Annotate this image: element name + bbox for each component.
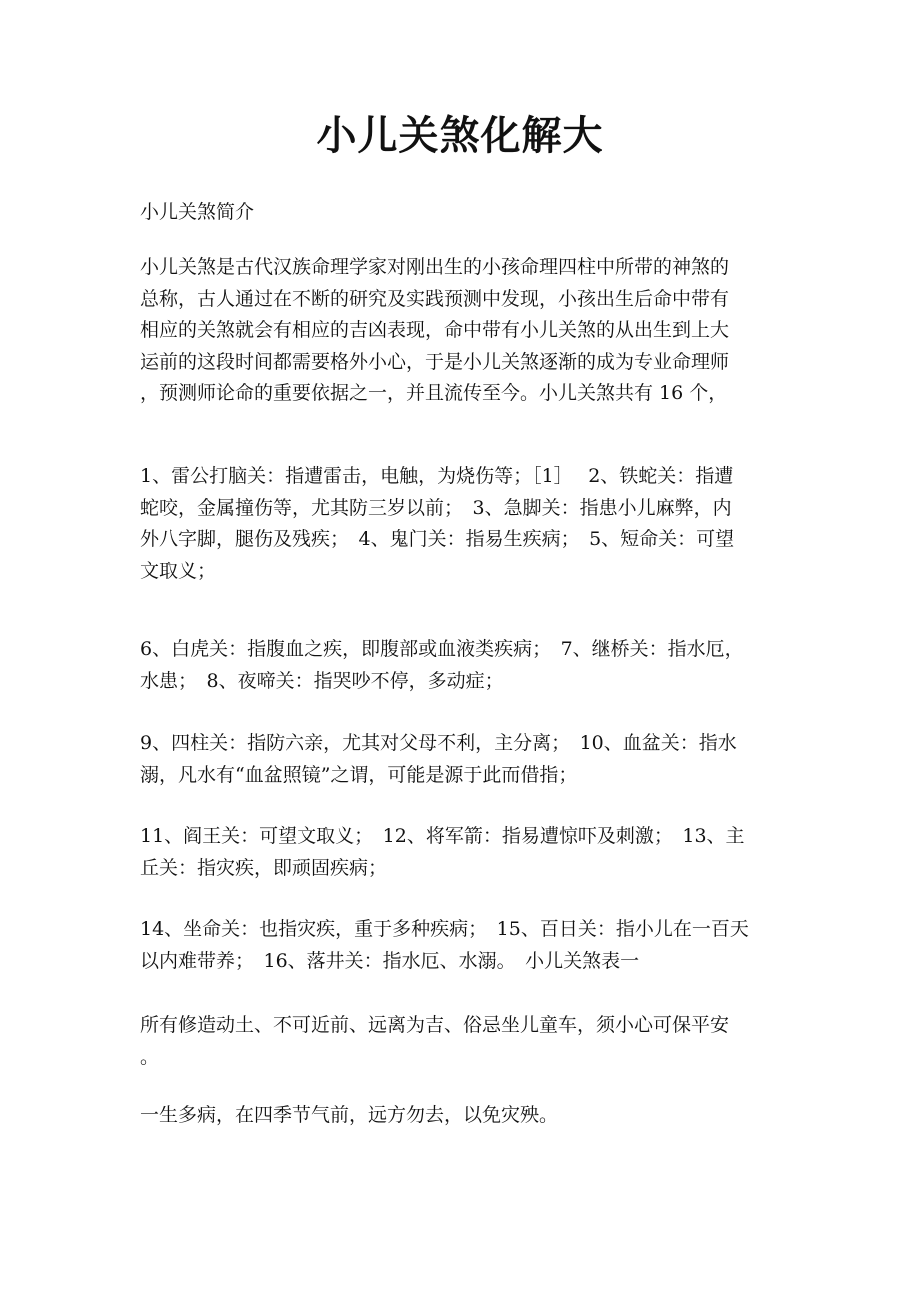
text-line: 相应的关煞就会有相应的吉凶表现，命中带有小儿关煞的从出生到上大 [140,319,730,341]
paragraph-table-note-1 [140,1010,784,1073]
paragraph-table-note-2 [140,1100,784,1132]
section-heading [140,197,784,229]
paragraph-gates-1-5 [140,461,784,587]
text-line: 运前的这段时间都需要格外小心，于是小儿关煞逐渐的成为专业命理师 [140,350,730,373]
text-line: 总称，古人通过在不断的研究及实践预测中发现，小孩出生后命中带有 [140,287,730,310]
text-line: 14、坐命关：也指灾疾，重于多种疾病； 15、百日关：指小儿在一百天 [140,918,749,940]
text-line: 小儿关煞是古代汉族命理学家对刚出生的小孩命理四柱中所带的神煞的 [140,256,730,278]
text-line: 丘关：指灾疾，即顽固疾病； [140,856,388,879]
paragraph-gates-6-8 [140,634,784,697]
paragraph-gates-9-10 [140,728,784,791]
section-heading-text: 小儿关煞简介 [140,201,255,223]
text-line: 一生多病，在四季节气前，远方勿去，以免灾殃。 [140,1104,559,1126]
text-line: 外八字脚，腿伤及残疾； 4、鬼门关：指易生疾病； 5、短命关：可望 [140,528,735,550]
text-line: 9、四柱关：指防六亲，尤其对父母不利，主分离； 10、血盆关：指水 [140,732,737,754]
text-line: 所有修造动土、不可近前、远离为吉、俗忌坐儿童车，须小心可保平安 [140,1014,730,1036]
paragraph-gates-14-16 [140,914,784,977]
text-line: 文取义； [140,559,217,582]
text-line: 11、阎王关：可望文取义； 12、将军箭：指易遭惊吓及刺激； 13、主 [140,825,745,847]
text-line: 蛇咬，金属撞伤等，尤其防三岁以前； 3、急脚关：指患小儿麻弊，内 [140,496,732,519]
text-line: 溺，凡水有“血盆照镜”之谓，可能是源于此而借指； [140,763,578,786]
text-line: 6、白虎关：指腹血之疾，即腹部或血液类疾病； 7、继桥关：指水厄， [140,638,744,660]
text-line: 水患； 8、夜啼关：指哭吵不停，多动症； [140,669,504,692]
text-line: 1、雷公打脑关：指遭雷击，电触，为烧伤等；［1］ 2、铁蛇关：指遭 [140,465,734,487]
text-line: ，预测师论命的重要依据之一，并且流传至今。小儿关煞共有 16 个， [140,382,728,404]
text-line: 以内难带养； 16、落井关：指水厄、水溺。 小儿关煞表一 [140,949,640,972]
paragraph-intro [140,252,784,410]
paragraph-gates-11-13 [140,821,784,884]
document-title: 小儿关煞化解大 [316,112,604,159]
text-line: 。 [140,1045,160,1068]
